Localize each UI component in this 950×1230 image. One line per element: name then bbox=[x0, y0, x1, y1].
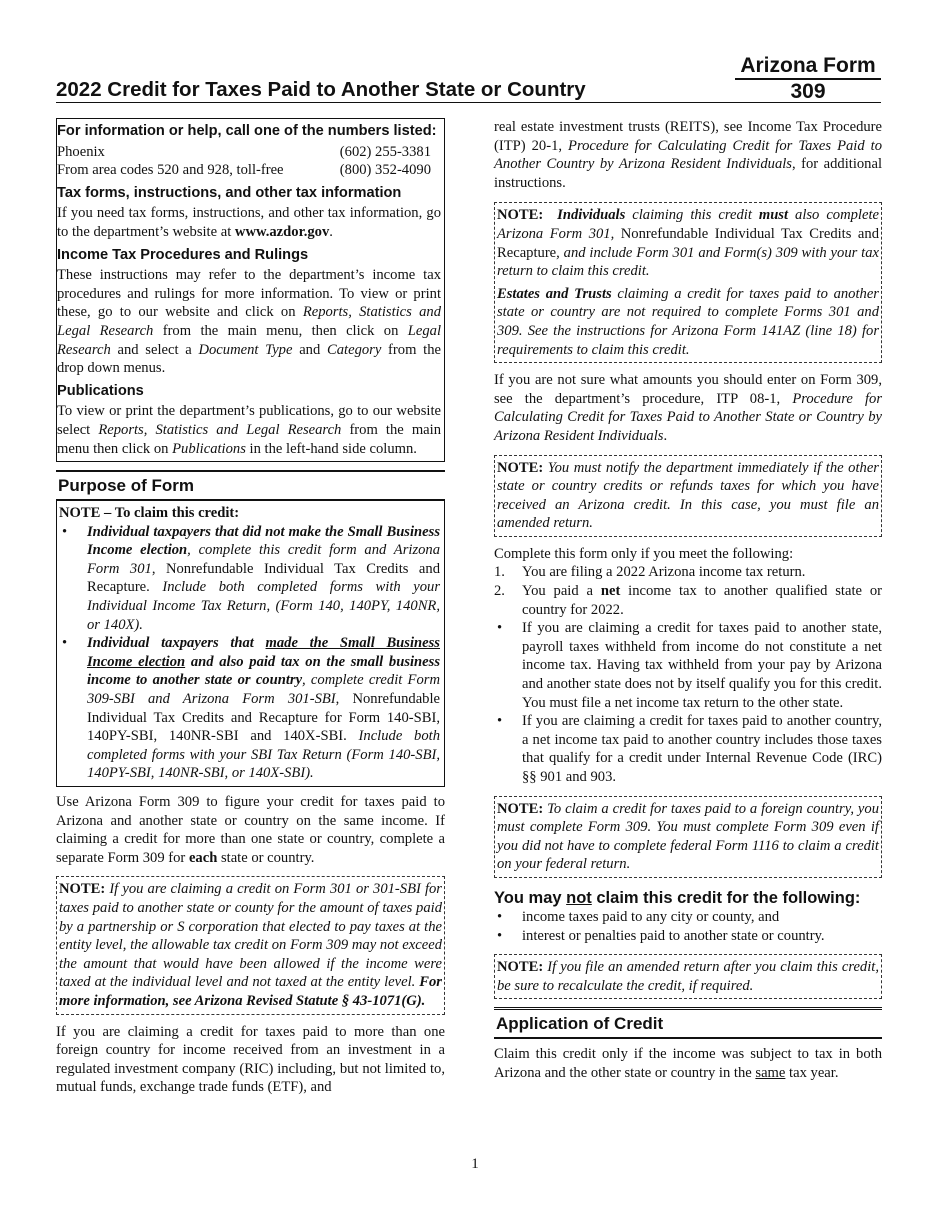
not-claim-heading bbox=[494, 888, 882, 908]
tax-forms-heading: Tax forms, instructions, and other tax information bbox=[57, 184, 402, 201]
text-run: Reports, Statistics and Legal Research bbox=[98, 421, 342, 438]
purpose-heading: Purpose of Form bbox=[56, 470, 445, 501]
text-run: Use Arizona Form 309 to figure your credit for taxes paid to Arizona and another state or country on the same income. If claiming a credit for more than one state or country, complete a separate Form 309 for bbox=[56, 794, 445, 866]
text-run: , Nonrefundable Individual Tax Credits and Recapture. bbox=[87, 560, 440, 596]
phone-number: (602) 255-3381 bbox=[339, 143, 431, 160]
text-run: claiming a credit for taxes paid to another state or country are not required to complete Forms 301 and 309. See the instructions for Arizona Form 141AZ (line 18) for requirements to claim this credit. bbox=[497, 285, 879, 358]
text-run: from the main menu, then click on bbox=[153, 322, 408, 339]
text-run: You are filing a 2022 Arizona income tax return. bbox=[522, 564, 806, 581]
use-form-paragraph bbox=[56, 793, 445, 867]
publications-text bbox=[57, 402, 441, 458]
text-run: , complete credit bbox=[302, 672, 408, 689]
list-item bbox=[494, 582, 882, 619]
amended-note bbox=[494, 954, 882, 999]
info-heading: For information or help, call one of the numbers listed: bbox=[57, 123, 437, 139]
text-run: You must notify the department immediately if the other state or country credits or refunds taxes for which you have received an Arizona credit. In this case, you must file an amended return. bbox=[497, 459, 879, 532]
form-number-block bbox=[735, 54, 881, 104]
procedures-heading: Income Tax Procedures and Rulings bbox=[57, 246, 309, 263]
text-run: real estate investment trusts (REITS), see Income Tax Procedure (ITP) 20-1, bbox=[494, 119, 882, 154]
text-run: Nonrefundable Individual Tax Credits and Recapture bbox=[497, 225, 879, 261]
text-run: not bbox=[566, 888, 592, 907]
list-item bbox=[59, 634, 440, 783]
claim-note-title bbox=[59, 504, 440, 523]
text-run: claim this credit for the following: bbox=[591, 888, 861, 907]
text-run: income tax to another qualified state or country for 2022. bbox=[522, 583, 882, 618]
text-run: If you are claiming a credit on Form 301 or 301-SBI for taxes paid to another state or county for the amount of taxes paid by a partnership or S corporation that elected to pay taxes at the entity level, the allowable tax credit on Form 309 may not exceed the amount that would have been allowed if the income were taxed at the individual level and not taxed at the entity level. bbox=[59, 881, 442, 991]
individuals-note bbox=[494, 202, 882, 363]
text-run: Procedure for Calculating Credit for Taxes Paid to Another Country by Arizona Resident Individuals bbox=[494, 137, 883, 173]
phone-row-phoenix bbox=[57, 143, 441, 162]
list-item bbox=[494, 563, 882, 582]
text-run: claiming this credit bbox=[625, 207, 759, 224]
text-run: You may bbox=[494, 888, 567, 907]
text-run: , for additional instructions. bbox=[494, 156, 882, 191]
foreign-note bbox=[494, 796, 882, 878]
text-run: Include both completed forms with your SBI Tax Return (Form 140-SBI, 140PY-SBI, 140NR-SBI, or 140X-SBI). bbox=[87, 728, 440, 782]
text-run: Form 309-SBI and Arizona Form 301-SBI bbox=[87, 672, 440, 708]
tax-forms-text: If you need tax forms, instructions, and other tax information, go to the department’s website at www.azdor.gov. bbox=[57, 205, 441, 240]
phone-label: Phoenix bbox=[57, 143, 105, 160]
text-run: Document Type bbox=[198, 341, 293, 358]
text-run: To view or print the department’s publications, go to our website select bbox=[57, 403, 441, 438]
text-run: same bbox=[755, 1064, 786, 1081]
partnership-note bbox=[56, 876, 445, 1014]
note-label: NOTE: bbox=[59, 881, 106, 898]
text-run: If you file an amended return after you claim this credit, be sure to recalculate the credit, if required. bbox=[497, 959, 879, 994]
text-run: Arizona Form 301, bbox=[497, 225, 615, 242]
text-run: and bbox=[292, 341, 327, 358]
individuals-note-p2 bbox=[497, 285, 879, 359]
text-run: from the drop down menus. bbox=[57, 341, 441, 377]
list-item: • interest or penalties paid to another state or country. bbox=[494, 927, 882, 946]
text-run: Individual taxpayers that did not make the Small Business Income election bbox=[87, 523, 440, 559]
page-title: 2022 Credit for Taxes Paid to Another State or Country bbox=[56, 78, 586, 101]
item-number: 1. bbox=[494, 564, 505, 581]
text-run: and select a bbox=[110, 341, 199, 358]
text-run: Reports, Statistics and Legal Research bbox=[57, 304, 441, 339]
list-item bbox=[59, 523, 440, 635]
list-item: • If you are claiming a credit for taxes paid to another country, a net income tax paid to another country includes those taxes that qualify for a credit under Internal Revenue Code (IRC) §§ 901 and 903. bbox=[494, 712, 882, 786]
text-run: must bbox=[758, 207, 789, 224]
info-box bbox=[56, 118, 445, 462]
procedures-text bbox=[57, 266, 441, 378]
note-label: NOTE: bbox=[497, 959, 544, 976]
unsure-paragraph bbox=[494, 371, 882, 445]
text-run: state or country. bbox=[217, 849, 315, 866]
application-paragraph bbox=[494, 1045, 882, 1082]
text-run: , and include Form 301 and Form(s) 309 with your tax return to claim this credit. bbox=[497, 244, 879, 280]
text-run: made the Small Business Income election bbox=[87, 635, 440, 670]
note-label: NOTE: bbox=[497, 459, 544, 476]
tax-forms-body: If you need tax forms, instructions, and other tax information, go to the department’s website at bbox=[57, 205, 441, 240]
text-run: . bbox=[663, 427, 668, 444]
list-item: • If you are claiming a credit for taxes paid to another state, payroll taxes withheld from income do not constitute a net income tax. Having tax withheld from your pay by Arizona and another state does not by itself qualify you for this credit. You must file a net income tax return to the other state. bbox=[494, 619, 882, 712]
text-run: Estates and Trusts bbox=[497, 285, 612, 302]
publications-heading: Publications bbox=[57, 382, 144, 399]
list-item: • income taxes paid to any city or county, and bbox=[494, 908, 882, 927]
text-run: , complete this credit form and bbox=[187, 542, 394, 559]
left-column bbox=[56, 118, 445, 1097]
text-run: net bbox=[600, 583, 621, 600]
text-run: You paid a bbox=[522, 583, 601, 600]
form-label: Arizona Form bbox=[735, 54, 881, 80]
text-run: These instructions may refer to the department’s income tax procedures and rulings for more information. To view or print these, go to our website and click on bbox=[57, 267, 441, 321]
text-run: Category bbox=[327, 341, 382, 358]
text-run: Individuals bbox=[557, 207, 626, 224]
text-run: Procedure for Calculating Credit for Taxes Paid to Another State or Country by Arizona Resident Individuals bbox=[494, 390, 882, 444]
text-run: also complete bbox=[788, 207, 879, 224]
phone-number: (800) 352-4090 bbox=[339, 162, 431, 179]
note-label: NOTE: bbox=[497, 800, 544, 817]
phone-row-tollfree bbox=[57, 161, 441, 180]
header-divider bbox=[56, 102, 881, 103]
form-number: 309 bbox=[790, 80, 826, 103]
right-column bbox=[494, 118, 882, 1083]
claim-note-box bbox=[56, 501, 445, 787]
complete-intro: Complete this form only if you meet the following: bbox=[494, 545, 794, 562]
text-run: each bbox=[188, 849, 218, 866]
reits-paragraph bbox=[494, 118, 882, 192]
text-run: in the left-hand side column. bbox=[245, 440, 417, 457]
text-run: Include both completed forms with your Individual Income Tax Return, (Form 140, 140PY, 140NR, or 140X). bbox=[87, 579, 441, 633]
foreign-country-paragraph: If you are claiming a credit for taxes paid to more than one foreign country for income received from an investment in a regulated investment company (RIC) including, but not limited to, mutual funds, exchange trade funds (ETF), and bbox=[56, 1023, 445, 1096]
text-run: tax year. bbox=[785, 1064, 839, 1081]
text-run: Arizona Form 301 bbox=[87, 542, 441, 577]
phone-label: From area codes 520 and 928, toll-free bbox=[57, 162, 284, 179]
application-heading: Application of Credit bbox=[494, 1007, 882, 1039]
text-run: To claim a credit for taxes paid to a foreign country, you must complete Form 309. You must complete Form 309 even if you did not have to complete federal Form 1116 to claim a credit on your federal return. bbox=[497, 800, 879, 873]
text-run: and also paid tax on the small business income to another state or country bbox=[87, 653, 441, 689]
individuals-note-p1 bbox=[497, 206, 879, 280]
notify-note bbox=[494, 455, 882, 537]
text-run: NOTE – To claim this credit: bbox=[59, 505, 240, 522]
note-label: NOTE: bbox=[497, 207, 544, 224]
text-run: , Nonrefundable Individual Tax Credits and Recapture for Form 140-SBI, 140PY-SBI, 140NR-SBI and 140X-SBI. bbox=[87, 691, 440, 745]
item-number: 2. bbox=[494, 583, 505, 600]
page-number: 1 bbox=[471, 1156, 479, 1172]
text-run: Individual taxpayers that bbox=[87, 635, 266, 652]
text-run: Claim this credit only if the income was subject to tax in both Arizona and the other state or country in the bbox=[494, 1046, 882, 1081]
text-run: Publications bbox=[172, 440, 246, 457]
text-run: If you are not sure what amounts you should enter on Form 309, see the department’s procedure, ITP 08-1, bbox=[494, 372, 882, 407]
text-run: from the main menu then click on bbox=[57, 421, 442, 457]
text-run: Legal Research bbox=[57, 322, 441, 358]
website-link[interactable]: www.azdor.gov bbox=[234, 223, 330, 240]
text-run: For more information, see Arizona Revised Statute § 43-1071(G). bbox=[59, 974, 442, 1009]
